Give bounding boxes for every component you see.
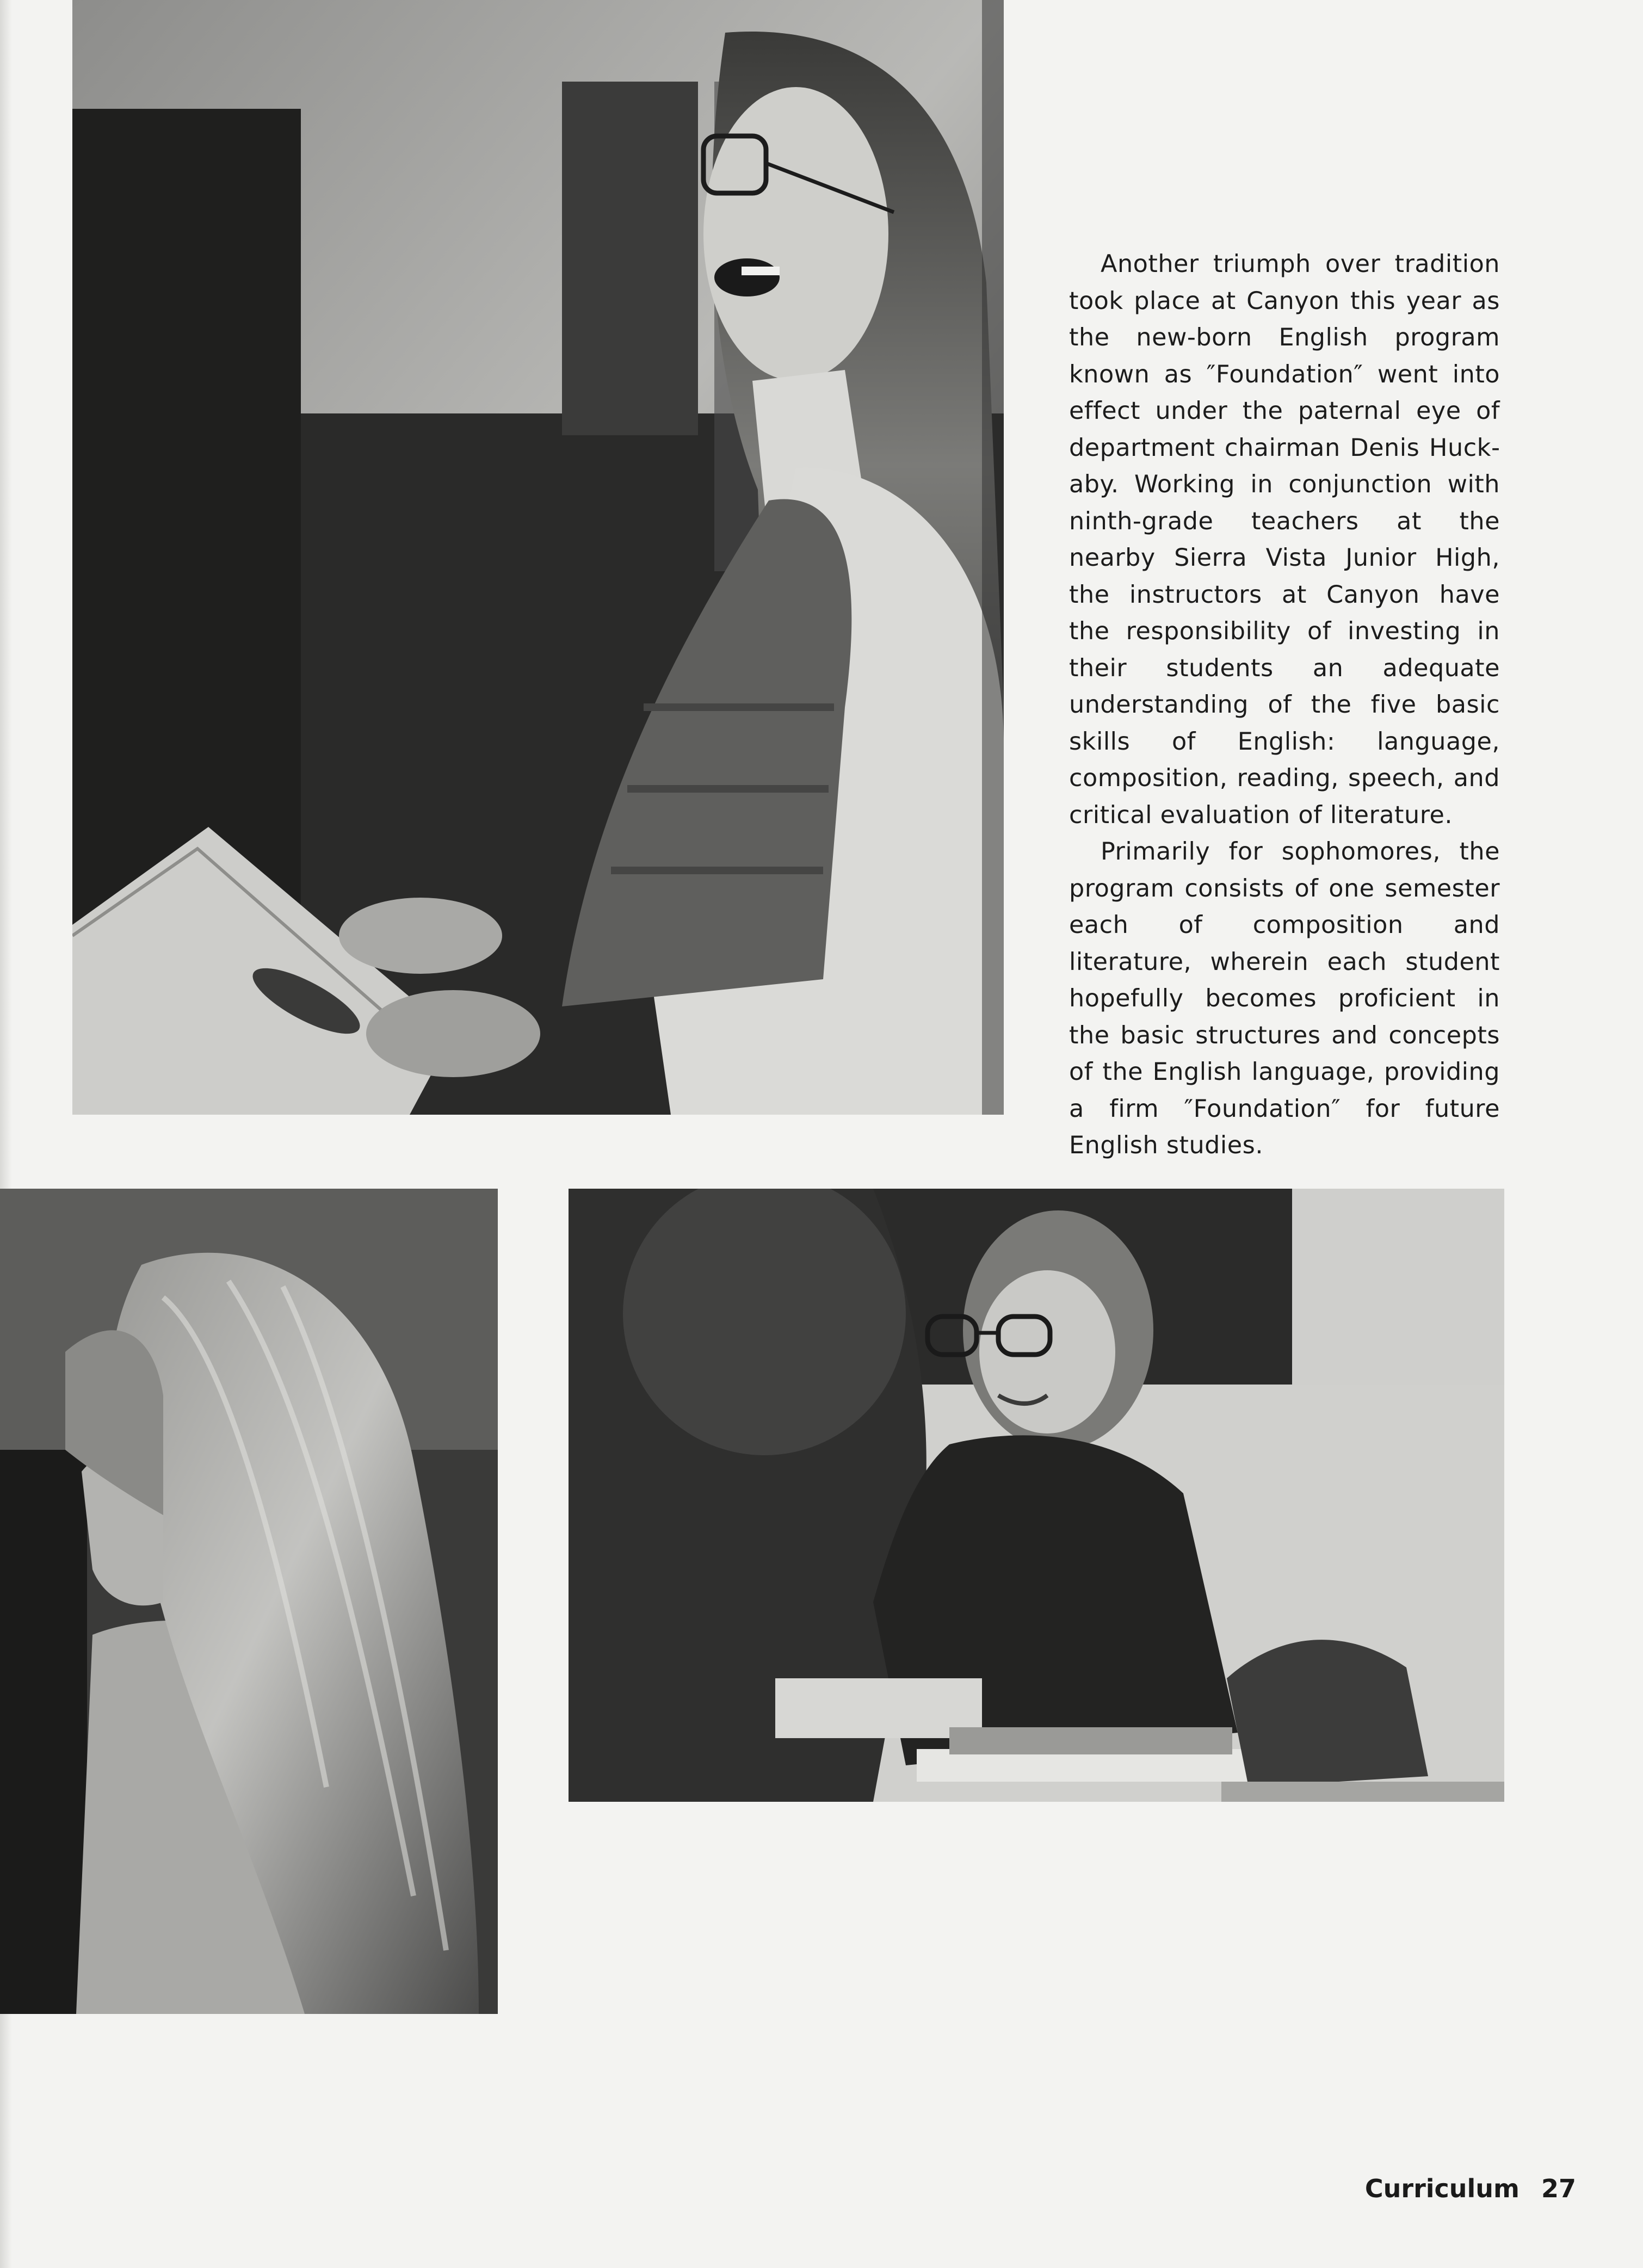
- section-label: Curriculum: [1364, 2174, 1520, 2203]
- page-number: 27: [1541, 2174, 1576, 2203]
- photo-student-laughing-with-book: [72, 0, 1004, 1115]
- photo-student-smiling-at-desk-image: [569, 1189, 1504, 1802]
- photo-student-smiling-at-desk: [569, 1189, 1504, 1802]
- photo-student-laughing-with-book-image: [72, 0, 1004, 1115]
- article-paragraph: Another triumph over tradition took place at Canyon this year as the new-born English program known as ″Foundation″ went into effect under the paternal eye of department chairman Denis Huckaby. Working in conjunction with ninth-grade teachers at the nearby Sierra Vista Junior High, the instructors at Canyon have the responsibility of investing in their students an adequate understanding of the five basic skills of English: language, composition, reading, speech, and critical evaluation of literature.: [1069, 250, 1500, 829]
- article-paragraph: Primarily for sophomores, the program consists of one semester each of composition and literature, wherein each student hopefully becomes proficient in the basic structures and concepts of the English language, providing a firm ″Foundation″ for future English studies.: [1069, 838, 1500, 1159]
- photo-student-long-hair: [0, 1189, 498, 2014]
- photo-student-long-hair-image: [0, 1189, 498, 2014]
- article-body: [1069, 246, 1500, 1164]
- page-footer: [1365, 2174, 1576, 2203]
